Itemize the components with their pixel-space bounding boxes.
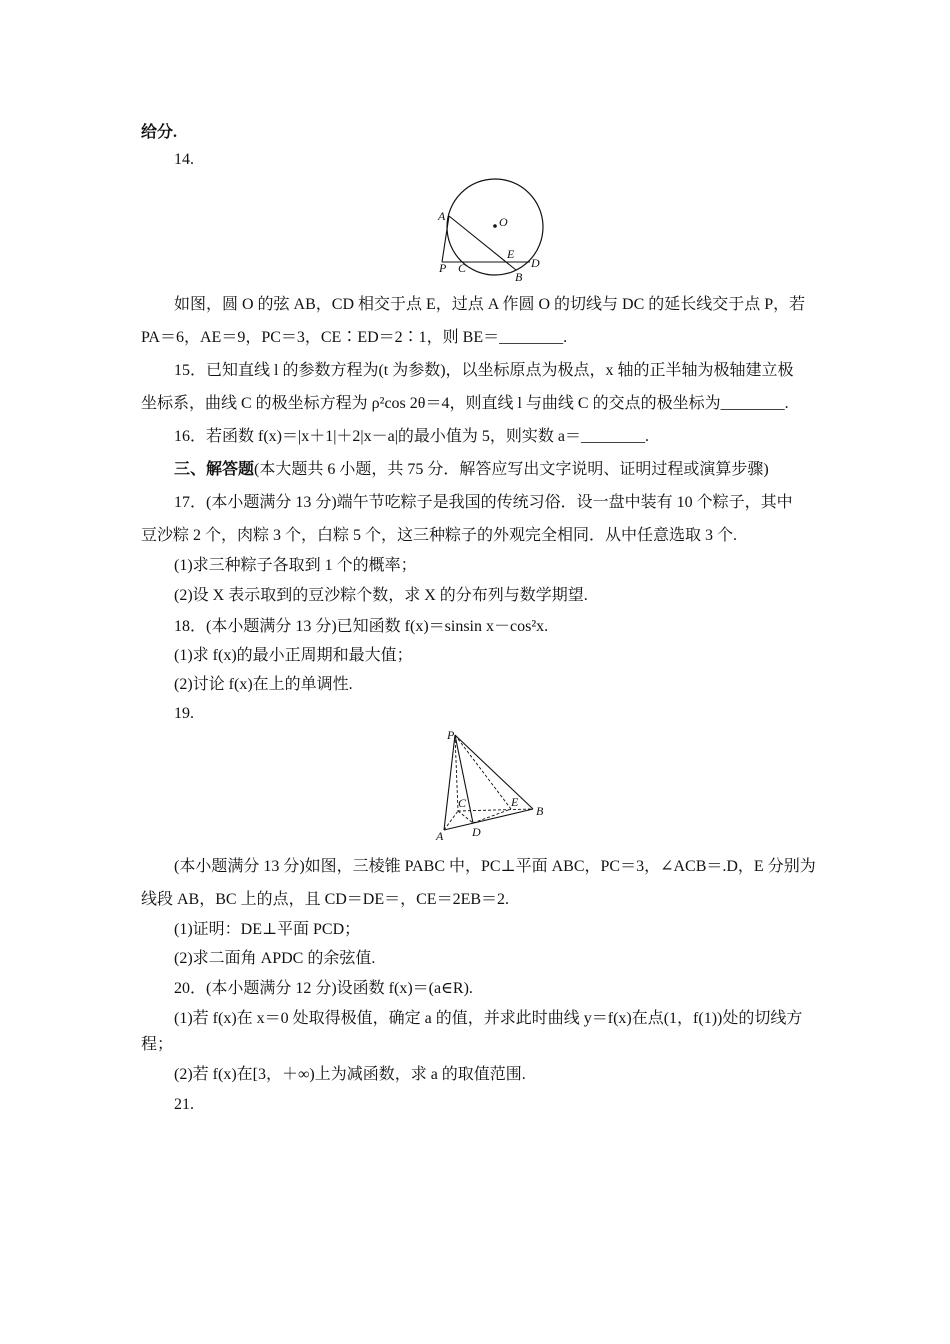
q15-text-line2: 坐标系，曲线 C 的极坐标方程为 ρ²cos 2θ＝4，则直线 l 与曲线 C 的交点的极坐标为________. [141,395,789,412]
section3-title: 三、解答题 [174,461,255,478]
q18-part2: (2)讨论 f(x)在上的单调性. [174,676,353,693]
q18-part1: (1)求 f(x)的最小正周期和最大值； [174,647,413,664]
q19-part1: (1)证明：DE⊥平面 PCD； [174,921,361,938]
q19-text-line2: 线段 AB，BC 上的点，且 CD＝DE＝，CE＝2EB＝2. [141,891,510,908]
q17-text-line2: 豆沙粽 2 个，肉粽 3 个，白粽 5 个，这三种粽子的外观完全相同．从中任意选取 3 个. [141,527,738,544]
q20-part1-line1: (1)若 f(x)在 x＝0 处取得极值，确定 a 的值，并求此时曲线 y＝f(x)在点(1，f(1))处的切线方 [174,1010,803,1027]
q14-text-line1: 如图，圆 O 的弦 AB，CD 相交于点 E，过点 A 作圆 O 的切线与 DC 的延长线交于点 P，若 [174,296,806,313]
q15-text-line1: 15．已知直线 l 的参数方程为(t 为参数)，以坐标原点为极点，x 轴的正半轴为极轴建立极 [174,362,794,379]
q19-pyramid-figure [432,727,552,845]
q18-text-line1: 18．(本小题满分 13 分)已知函数 f(x)＝sinsin x－cos²x. [174,618,549,635]
q20-part1-line2: 程； [141,1036,174,1053]
q17-text-line1: 17．(本小题满分 13 分)端午节吃粽子是我国的传统习俗．设一盘中装有 10 个粽子，其中 [174,494,793,511]
label-b: B [536,804,544,818]
q17-part1: (1)求三种粽子各取到 1 个的概率； [174,557,417,574]
label-e: E [507,247,515,261]
q14-circle-figure [430,172,560,284]
section3-heading [174,460,769,480]
q14-text-line2: PA＝6，AE＝9，PC＝3，CE∶ED＝2∶1，则 BE＝________. [141,329,568,346]
center-dot [493,224,497,228]
q19-part2: (2)求二面角 APDC 的余弦值. [174,950,376,967]
label-a: A [436,829,444,843]
q19-number: 19. [174,705,194,722]
label-d: D [531,256,540,270]
label-e: E [511,795,519,809]
label-p: P [439,261,447,275]
label-b: B [515,270,523,284]
label-p: P [447,728,455,742]
q16-text: 16．若函数 f(x)＝|x＋1|＋2|x－a|的最小值为 5，则实数 a＝________. [174,428,650,445]
label-c: C [458,261,467,275]
q20-text-line1: 20．(本小题满分 12 分)设函数 f(x)＝(a∈R). [174,980,473,997]
q14-number: 14. [174,151,194,168]
q21-number: 21. [174,1096,194,1113]
q19-text-line1: (本小题满分 13 分)如图，三棱锥 PABC 中，PC⊥平面 ABC，PC＝3，∠ACB＝.D，E 分别为 [174,858,816,875]
label-o: O [499,215,508,229]
q17-part2: (2)设 X 表示取到的豆沙粽个数，求 X 的分布列与数学期望. [174,587,588,604]
label-d: D [472,825,481,839]
continuation-text: 给分. [141,124,178,141]
q20-part2: (2)若 f(x)在[3，＋∞)上为减函数，求 a 的取值范围. [174,1066,526,1083]
section3-note: (本大题共 6 小题，共 75 分．解答应写出文字说明、证明过程或演算步骤) [254,461,769,478]
label-a: A [438,209,446,223]
label-c: C [458,796,467,810]
